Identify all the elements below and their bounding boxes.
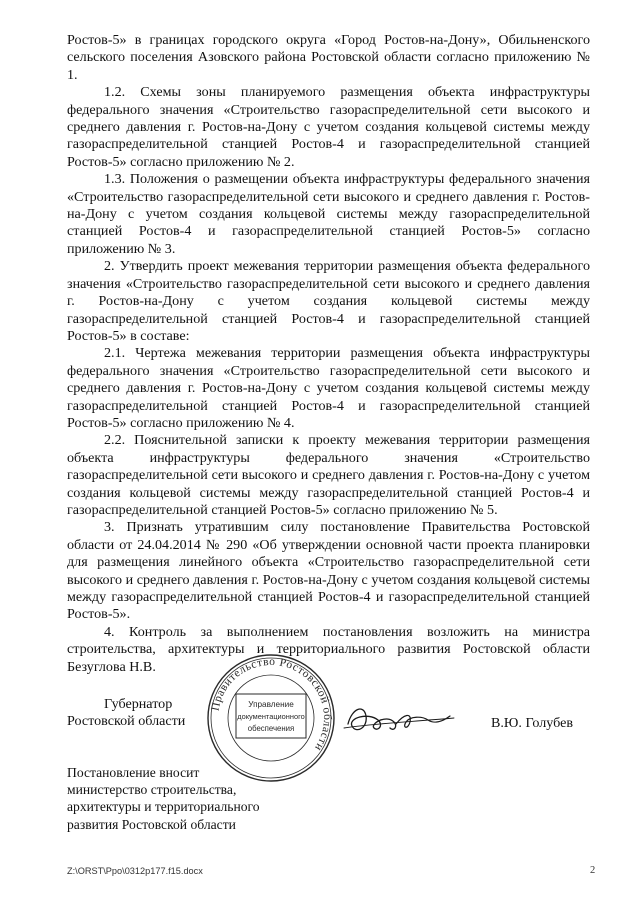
paragraph-continuation: Ростов-5» в границах городского округа «Город Ростов-на-Дону», Обильненского сельского поселения Азовского района Ростовской области согласно приложению № 1. xyxy=(67,32,590,83)
stamp-ring-text: Правительство Ростовской области xyxy=(209,655,334,754)
paragraph-1-3: 1.3. Положения о размещении объекта инфраструктуры федерального значения «Строительство газораспределительной сети высокого и среднего давления г. Ростов-на-Дону с учетом создания кольцевой системы между газораспределительной станцией Ростов-4 и газораспределительной станцией Ростов-5» согласно приложению № 3. xyxy=(67,171,590,257)
handwritten-signature xyxy=(338,694,458,748)
stamp-inner-line1: Управление xyxy=(248,700,294,709)
signatory-title xyxy=(67,696,185,731)
paragraph-1-2: 1.2. Схемы зоны планируемого размещения объекта инфраструктуры федерального значения «Строительство газораспределительной сети высокого и среднего давления г. Ростов-на-Дону с учетом создания кольцевой системы между газораспределительной станцией Ростов-4 и газораспределительной станцией Ростов-5» согласно приложению № 2. xyxy=(67,84,590,170)
paragraph-3: 3. Признать утратившим силу постановление Правительства Ростовской области от 24.04.2014 № 290 «Об утверждении основной части проекта планировки для размещения линейного объекта «Строительство газораспределительной сети высокого и среднего давления г. Ростов-на-Дону с учетом создания кольцевой системы между газораспределительной станцией Ростов-4 и газораспределительной станцией Ростов-5». xyxy=(67,519,590,623)
footer-file-path: Z:\ORST\Ppo\0312p177.f15.docx xyxy=(67,866,203,876)
paragraph-2: 2. Утвердить проект межевания территории размещения объекта федерального значения «Строительство газораспределительной сети высокого и среднего давления г. Ростов-на-Дону с учетом создания кольцевой системы между газораспределительной станцией Ростов-4 и газораспределительной станцией Ростов-5» в составе: xyxy=(67,258,590,344)
stamp-inner-line2: документационного xyxy=(237,712,305,721)
stamp-inner-line3: обеспечения xyxy=(247,724,295,733)
signatory-name: В.Ю. Голубев xyxy=(491,715,574,731)
page-number: 2 xyxy=(590,865,596,876)
signatory-title-line1: Губернатор xyxy=(104,696,173,712)
paragraph-2-1: 2.1. Чертежа межевания территории размещения объекта инфраструктуры федерального значения «Строительство газораспределительной сети высокого и среднего давления г. Ростов-на-Дону с учетом создания кольцевой системы между газораспределительной станцией Ростов-4 и газораспределительной станцией Ростов-5» согласно приложению № 4. xyxy=(67,345,590,431)
note-line2: министерство строительства, xyxy=(67,782,237,798)
document-body xyxy=(67,32,590,676)
submission-note xyxy=(67,764,260,833)
signatory-title-line2: Ростовской области xyxy=(67,713,186,730)
note-line3: архитектуры и территориального xyxy=(67,799,260,815)
paragraph-4: 4. Контроль за выполнением постановления возложить на министра строительства, архитектуры и территориального развития Ростовской области Безуглова Н.В. xyxy=(67,623,590,675)
note-line4: развития Ростовской области xyxy=(67,816,236,832)
note-line1: Постановление вносит xyxy=(67,765,200,780)
paragraph-2-2: 2.2. Пояснительной записки к проекту межевания территории размещения объекта инфраструктуры федерального значения «Строительство газораспределительной сети высокого и среднего давления г. Ростов-на-Дону с учетом создания кольцевой системы между газораспределительной станцией Ростов-4 и газораспределительной станцией Ростов-5» согласно приложению № 5. xyxy=(67,432,590,518)
